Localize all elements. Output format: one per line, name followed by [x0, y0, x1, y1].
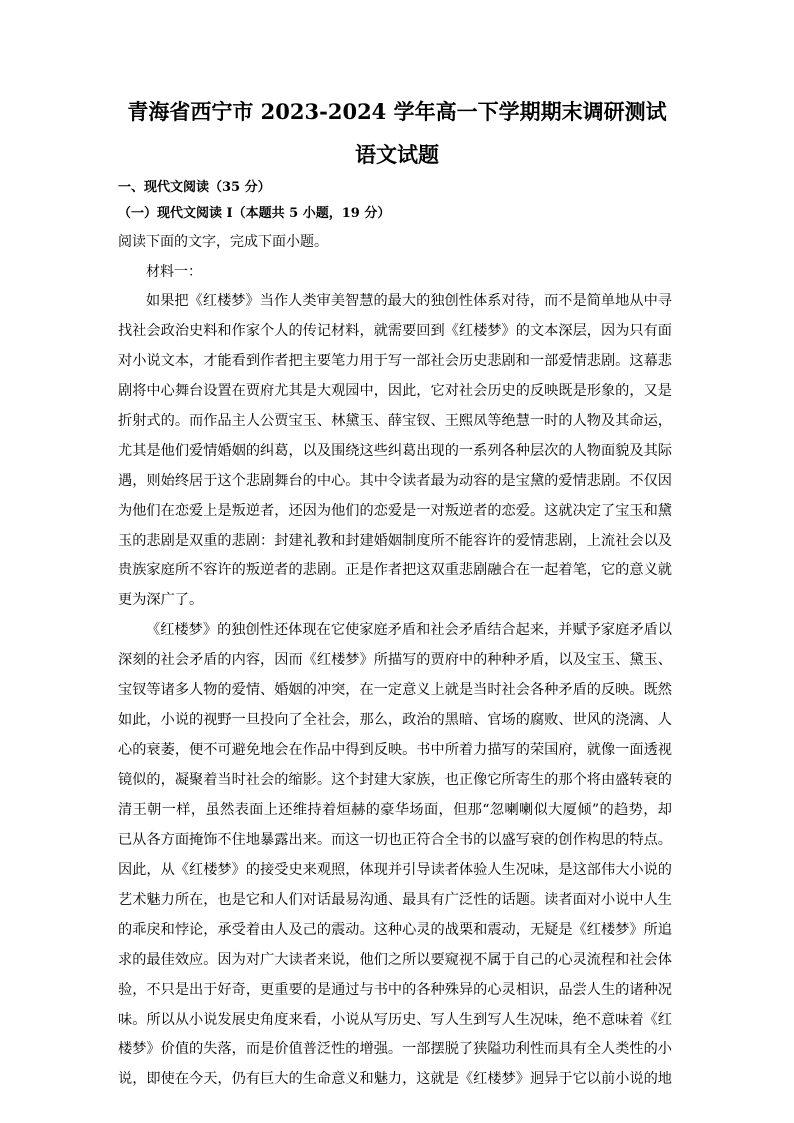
passage-line: 已从各方面掩饰不住地暴露出来。而这一切也正符合全书的以盛写衰的创作构思的特点。: [118, 831, 672, 848]
passage-line: 因此，从《红楼梦》的接受史来观照，体现并引导读者体验人生况味，是这部伟大小说的: [118, 861, 672, 878]
passage-line: 尤其是他们爱情婚姻的纠葛，以及围绕这些纠葛出现的一系列各种层次的人物面貌及其际: [118, 442, 672, 459]
passage-body: [118, 287, 672, 1095]
passage-line: 清王朝一样，虽然表面上还维持着烜赫的豪华场面，但那“忽喇喇似大厦倾”的趋势，却: [118, 801, 672, 818]
passage-line: 求的最佳效应。因为对广大读者来说，他们之所以要窥视不属于自己的心灵流程和社会体: [118, 951, 672, 968]
passage-line: 剧将中心舞台设置在贾府尤其是大观园中，因此，它对社会历史的反映既是形象的，又是: [118, 382, 672, 399]
passage-line: 如果把《红楼梦》当作人类审美智慧的最大的独创性体系对待，而不是简单地从中寻: [146, 293, 672, 309]
document-subtitle: 语文试题: [355, 142, 439, 167]
section-heading-part1: 一、现代文阅读（35 分）: [118, 180, 271, 195]
passage-line: 遇，则始终居于这个悲剧舞台的中心。其中令读者最为动容的是宝黛的爱情悲剧。不仅因: [118, 472, 672, 489]
passage-line: 对小说文本，才能看到作者把主要笔力用于写一部社会历史悲剧和一部爱情悲剧。这幕悲: [118, 352, 672, 369]
passage-line: 镜似的，凝聚着当时社会的缩影。这个封建大家族，也正像它所寄生的那个将由盛转衰的: [118, 772, 672, 788]
passage-line: 更为深广了。: [118, 592, 204, 609]
passage-line: 玉的悲剧是双重的悲剧：封建礼教和封建婚姻制度所不能容许的爱情悲剧，上流社会以及: [118, 532, 672, 549]
passage-line: 楼梦》价值的失落，而是价值普泛性的增强。一部摆脱了狭隘功利性而具有全人类性的小: [118, 1041, 672, 1058]
document-title: 青海省西宁市 2023-2024 学年高一下学期期末调研测试: [127, 99, 667, 124]
passage-line: 说，即使在今天，仍有巨大的生命意义和魅力，这就是《红楼梦》迥异于它以前小说的地: [118, 1071, 672, 1088]
passage-line: 验，不只是出于好奇，更重要的是通过与书中的各种殊异的心灵相识，品尝人生的诸种况: [118, 981, 672, 998]
material-label: 材料一：: [146, 264, 202, 280]
passage-line: 宝钗等诸多人物的爱情、婚姻的冲突，在一定意义上就是当时社会各种矛盾的反映。既然: [118, 682, 672, 699]
passage-line: 艺术魅力所在，也是它和人们对话最易沟通、最具有广泛性的话题。读者面对小说中人生: [118, 891, 672, 908]
passage-line: 深刻的社会矛盾的内容，因而《红楼梦》所描写的贾府中的种种矛盾，以及宝玉、黛玉、: [118, 652, 672, 669]
passage-line: 如此，小说的视野一旦投向了全社会，那么，政治的黑暗、官场的腐败、世风的浇漓、人: [118, 712, 672, 729]
passage-line: 味。所以从小说发展史角度来看，小说从写历史、写人生到写人生况味，绝不意味着《红: [118, 1011, 672, 1028]
passage-line: 贵族家庭所不容许的叛逆者的悲剧。正是作者把这双重悲剧融合在一起着笔，它的意义就: [118, 562, 672, 579]
passage-line: 找社会政治史料和作家个人的传记材料，就需要回到《红楼梦》的文本深层，因为只有面: [118, 322, 672, 339]
passage-line: 为他们在恋爱上是叛逆者，还因为他们的恋爱是一对叛逆者的恋爱。这就决定了宝玉和黛: [118, 502, 672, 519]
passage-line: 心的衰萎，便不可避免地会在作品中得到反映。书中所着力描写的荣国府，就像一面透视: [118, 742, 672, 759]
passage-line: 《红楼梦》的独创性还体现在它使家庭矛盾和社会矛盾结合起来，并赋予家庭矛盾以: [146, 622, 672, 639]
section-heading-reading-1: （一）现代文阅读 I（本题共 5 小题，19 分）: [118, 206, 391, 221]
instruction-text: 阅读下面的文字，完成下面小题。: [118, 234, 328, 250]
passage-line: 的乖戾和悖论，承受着由人及己的震动。这种心灵的战栗和震动，无疑是《红楼梦》所追: [118, 921, 672, 938]
passage-line: 折射式的。而作品主人公贾宝玉、林黛玉、薛宝钗、王熙凤等绝慧一时的人物及其命运，: [118, 412, 672, 429]
